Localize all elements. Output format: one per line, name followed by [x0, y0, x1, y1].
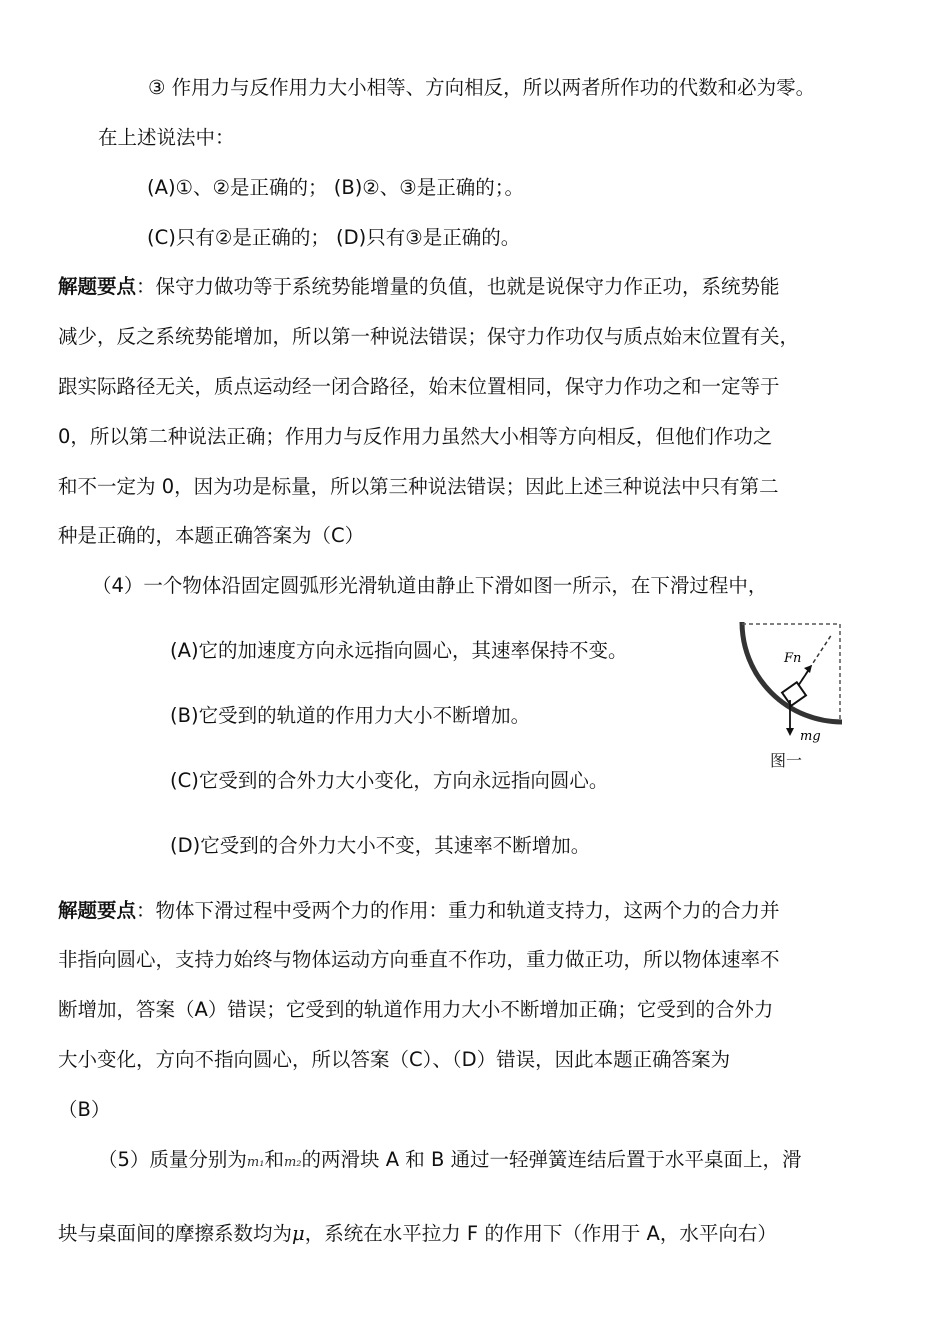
q5-prefix: （5）质量分别为: [98, 1148, 247, 1171]
explain3-line-2: 减少，反之系统势能增加，所以第一种说法错误；保守力作功仅与质点始末位置有关，: [58, 325, 800, 348]
explain4-line-1: [58, 897, 780, 925]
fn-label: Fn: [784, 651, 802, 666]
key-label-2: 解题要点: [58, 899, 137, 922]
q5-and: 和: [264, 1148, 284, 1171]
q5-suffix: 的两滑块 A 和 B 通过一轻弹簧连结后置于水平桌面上，滑: [301, 1148, 802, 1171]
explain3-line-1: [58, 273, 780, 301]
explain3-text-1: ：保守力做功等于系统势能增量的负值，也就是说保守力作正功，系统势能: [136, 275, 780, 298]
explain4-line-4: 大小变化，方向不指向圆心，所以答案（C）、（D）错误，因此本题正确答案为: [58, 1048, 731, 1071]
q3-options-ab: (A)①、②是正确的； (B)②、③是正确的；。: [147, 176, 525, 199]
q4-option-a: (A)它的加速度方向永远指向圆心，其速率保持不变。: [170, 639, 628, 662]
q5-line2-b: ，系统在水平拉力 F 的作用下（作用于 A，水平向右）: [304, 1222, 777, 1245]
q4-stem: （4）一个物体沿固定圆弧形光滑轨道由静止下滑如图一所示，在下滑过程中，: [92, 574, 768, 597]
explain4-line-5: （B）: [58, 1098, 111, 1121]
mg-label: mg: [800, 729, 821, 744]
intro-text: 在上述说法中：: [98, 126, 235, 149]
explain4-line-3: 断增加，答案（A）错误；它受到的轨道作用力大小不断增加正确；它受到的合外力: [58, 998, 774, 1021]
m1-symbol: m₁: [246, 1155, 265, 1170]
m2-symbol: m₂: [283, 1155, 302, 1170]
q4-option-c: (C)它受到的合外力大小变化，方向永远指向圆心。: [170, 769, 609, 792]
explain3-line-6: 种是正确的，本题正确答案为（C）: [58, 524, 365, 547]
explain4-line-2: 非指向圆心，支持力始终与物体运动方向垂直不作功，重力做正功，所以物体速率不: [58, 948, 780, 971]
explain3-line-4: 0，所以第二种说法正确；作用力与反作用力虽然大小相等方向相反，但他们作功之: [58, 425, 773, 448]
mu-symbol: μ: [292, 1222, 305, 1245]
figure-caption: 图一: [770, 751, 803, 770]
q4-option-b: (B)它受到的轨道的作用力大小不断增加。: [170, 704, 531, 727]
explain3-line-3: 跟实际路径无关，质点运动经一闭合路径，始末位置相同，保守力作功之和一定等于: [58, 375, 780, 398]
explain4-text-1: ：物体下滑过程中受两个力的作用：重力和轨道支持力，这两个力的合力并: [136, 899, 780, 922]
statement-3: ③ 作用力与反作用力大小相等、方向相反，所以两者所作功的代数和必为零。: [148, 76, 816, 99]
q5-line2-a: 块与桌面间的摩擦系数均为: [58, 1222, 293, 1245]
q5-line-2: [58, 1220, 777, 1248]
q4-option-d: (D)它受到的合外力大小不变，其速率不断增加。: [170, 834, 591, 857]
q3-options-cd: (C)只有②是正确的； (D)只有③是正确的。: [147, 226, 521, 249]
q5-line-1: [98, 1146, 802, 1177]
explain3-line-5: 和不一定为 0，因为功是标量，所以第三种说法错误；因此上述三种说法中只有第二: [58, 475, 779, 498]
key-label: 解题要点: [58, 275, 137, 298]
